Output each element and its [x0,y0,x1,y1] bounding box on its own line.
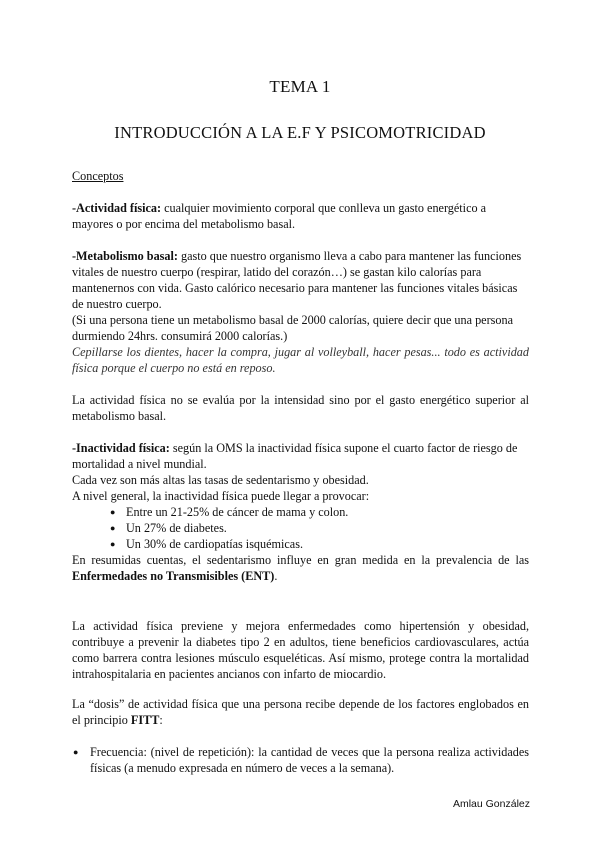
intensidad-note: La actividad física no se evalúa por la intensidad sino por el gasto energético superior al metabolismo basal. [72,393,529,423]
paragraph-metabolismo-basal [72,248,529,344]
example-metabolismo-basal: (Si una persona tiene un metabolismo basal de 2000 calorías, quiere decir que una persona durmiendo 24hrs. consumirá 2000 calorías.) [72,313,513,343]
summary-ent: Enfermedades no Transmisibles (ENT) [72,569,275,583]
list-item: ● Un 27% de diabetes. [126,520,529,536]
inactividad-line-2: Cada vez son más altas las tasas de sedentarismo y obesidad. [72,473,369,487]
fitt-term: FITT [130,713,160,727]
page-subtitle: INTRODUCCIÓN A LA E.F Y PSICOMOTRICIDAD [114,123,486,142]
summary-end: . [274,569,278,583]
term-actividad-fisica: -Actividad física: [72,201,162,215]
summary-line-1: En resumidas cuentas, el sedentarismo influye en gran medida en la prevalencia de las [72,553,529,567]
term-inactividad-fisica: -Inactividad física: [72,441,170,455]
dosis-end: : [159,713,163,727]
definition-inactividad-fisica: según la OMS la inactividad física supone el cuarto factor de riesgo de mortalidad a nivel mundial. [72,441,518,471]
prevencion-paragraph: La actividad física previene y mejora enfermedades como hipertensión y obesidad, contribuye a prevenir la diabetes tipo 2 en adultos, tiene beneficios cardiovasculares, actúa como barrera contra lesiones músculo esqueléticas. Así mismo, protege contra la mortalidad intrahospitalaria en pacientes ancianos con infarto de miocardio. [72,619,529,681]
inactividad-line-3: A nivel general, la inactividad física puede llegar a provocar: [72,489,370,503]
page-title: TEMA 1 [269,77,331,96]
italic-note: Cepillarse los dientes, hacer la compra, jugar al volleyball, hacer pesas... todo es actividad física porque el cuerpo no está en reposo. [72,345,529,375]
footer-author: Amlau González [452,798,530,810]
definition-metabolismo-basal: gasto que nuestro organismo lleva a cabo para mantener las funciones vitales de nuestro cuerpo (respirar, latido del corazón…) se gastan kilo calorías para mantenernos con vida. Gasto calórico necesario para mantener las funciones vitales básicas de nuestro cuerpo. [72,249,522,311]
paragraph-inactividad-fisica [72,440,529,584]
dosis-text: La “dosis” de actividad física que una persona recibe depende de los factores englobados en el principio [72,697,529,727]
term-metabolismo-basal: -Metabolismo basal: [72,249,178,263]
list-item: ● Un 30% de cardiopatías isquémicas. [126,536,529,552]
definition-actividad-fisica: cualquier movimiento corporal que conlleva un gasto energético a mayores o por encima del metabolismo basal. [72,201,487,231]
section-heading-conceptos [72,168,529,184]
paragraph-actividad-fisica [72,200,529,232]
fitt-frecuencia-item: ● Frecuencia: (nivel de repetición): la cantidad de veces que la persona realiza actividades físicas (a menudo expresada en número de veces a la semana). [90,744,529,776]
list-item: ● Entre un 21-25% de cáncer de mama y colon. [126,504,529,520]
dosis-paragraph [72,696,529,728]
conceptos-heading: Conceptos [72,169,124,183]
risk-list [72,504,529,552]
